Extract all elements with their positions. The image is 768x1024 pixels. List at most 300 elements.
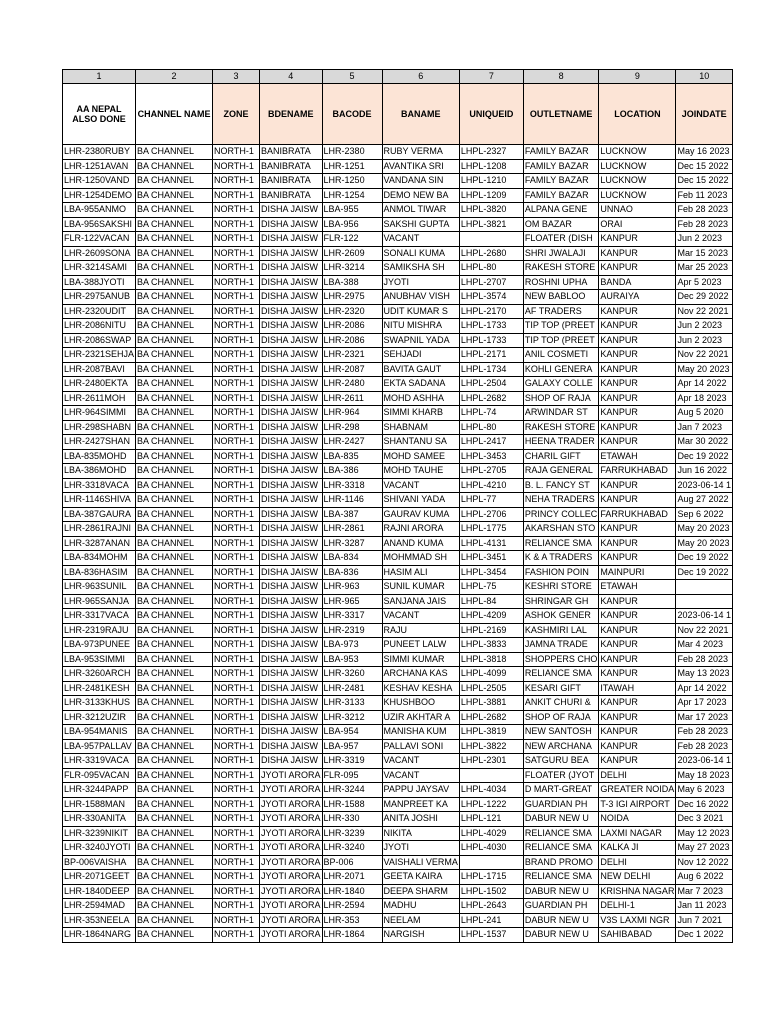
table-cell[interactable]: LHR-330 <box>322 812 382 827</box>
table-cell[interactable]: LHR-1251AVAN <box>63 159 136 174</box>
table-cell[interactable]: LHR-3244PAPP <box>63 783 136 798</box>
table-cell[interactable]: DISHA JAISW <box>260 507 323 522</box>
table-cell[interactable]: NORTH-1 <box>213 768 260 783</box>
table-cell[interactable]: LHR-3240JYOTI <box>63 841 136 856</box>
table-row[interactable] <box>63 841 733 856</box>
table-cell[interactable]: NOIDA <box>599 812 676 827</box>
table-cell[interactable]: LBA-387 <box>322 507 382 522</box>
table-row[interactable] <box>63 174 733 189</box>
table-cell[interactable]: LHPL-4099 <box>459 667 523 682</box>
table-cell[interactable]: LHR-1254DEMO <box>63 188 136 203</box>
table-cell[interactable]: KANPUR <box>599 246 676 261</box>
table-cell[interactable]: BA CHANNEL <box>136 159 213 174</box>
table-cell[interactable]: NORTH-1 <box>213 739 260 754</box>
table-cell[interactable]: KANPUR <box>599 710 676 725</box>
table-cell[interactable]: BA CHANNEL <box>136 870 213 885</box>
table-cell[interactable]: JYOTI ARORA <box>260 884 323 899</box>
table-cell[interactable]: LHPL-4209 <box>459 609 523 624</box>
table-cell[interactable]: LHPL-2417 <box>459 435 523 450</box>
table-cell[interactable]: LHR-965 <box>322 594 382 609</box>
table-cell[interactable]: LHR-2975 <box>322 290 382 305</box>
table-cell[interactable]: LHR-3260ARCH <box>63 667 136 682</box>
table-cell[interactable]: LHR-353NEELA <box>63 913 136 928</box>
table-cell[interactable]: LHR-1146SHIVA <box>63 493 136 508</box>
table-cell[interactable]: NORTH-1 <box>213 377 260 392</box>
table-cell[interactable]: LHPL-4210 <box>459 478 523 493</box>
table-cell[interactable]: KANPUR <box>599 348 676 363</box>
table-cell[interactable]: JAMNA TRADE <box>523 638 599 653</box>
table-cell[interactable]: HEENA TRADER <box>523 435 599 450</box>
table-cell[interactable]: DISHA JAISW <box>260 536 323 551</box>
table-row[interactable] <box>63 913 733 928</box>
table-cell[interactable]: DISHA JAISW <box>260 565 323 580</box>
column-header[interactable]: BACODE <box>322 84 382 145</box>
table-row[interactable] <box>63 739 733 754</box>
table-cell[interactable]: LHR-3317 <box>322 609 382 624</box>
table-cell[interactable]: KANPUR <box>599 522 676 537</box>
table-cell[interactable]: DELHI-1 <box>599 899 676 914</box>
table-cell[interactable]: Aug 6 2022 <box>676 870 733 885</box>
table-cell[interactable]: RAKESH STORE <box>523 420 599 435</box>
table-cell[interactable]: BA CHANNEL <box>136 638 213 653</box>
table-cell[interactable]: BA CHANNEL <box>136 609 213 624</box>
table-cell[interactable]: LBA-953 <box>322 652 382 667</box>
table-cell[interactable]: BA CHANNEL <box>136 319 213 334</box>
table-cell[interactable]: DISHA JAISW <box>260 420 323 435</box>
table-cell[interactable]: NORTH-1 <box>213 812 260 827</box>
table-cell[interactable]: May 12 2023 <box>676 826 733 841</box>
table-cell[interactable]: Feb 28 2023 <box>676 203 733 218</box>
table-cell[interactable]: LUCKNOW <box>599 159 676 174</box>
table-cell[interactable]: NITU MISHRA <box>382 319 459 334</box>
table-cell[interactable]: BA CHANNEL <box>136 507 213 522</box>
table-cell[interactable]: LHR-1864NARG <box>63 928 136 943</box>
table-row[interactable] <box>63 870 733 885</box>
table-cell[interactable]: KANPUR <box>599 377 676 392</box>
table-cell[interactable]: K & A TRADERS <box>523 551 599 566</box>
table-cell[interactable]: DISHA JAISW <box>260 304 323 319</box>
table-cell[interactable]: SHRINGAR GH <box>523 594 599 609</box>
table-cell[interactable]: NIKITA <box>382 826 459 841</box>
table-cell[interactable]: LHR-3244 <box>322 783 382 798</box>
table-row[interactable] <box>63 638 733 653</box>
table-cell[interactable]: VACANT <box>382 768 459 783</box>
table-cell[interactable]: NORTH-1 <box>213 725 260 740</box>
table-cell[interactable]: DISHA JAISW <box>260 435 323 450</box>
table-cell[interactable]: Nov 22 2021 <box>676 623 733 638</box>
table-cell[interactable]: BP-006VAISHA <box>63 855 136 870</box>
column-header[interactable]: UNIQUEID <box>459 84 523 145</box>
table-cell[interactable]: LHR-2594 <box>322 899 382 914</box>
table-cell[interactable]: LHPL-3822 <box>459 739 523 754</box>
table-cell[interactable] <box>676 580 733 595</box>
table-cell[interactable]: NORTH-1 <box>213 275 260 290</box>
table-cell[interactable]: NORTH-1 <box>213 406 260 421</box>
table-cell[interactable]: NARGISH <box>382 928 459 943</box>
table-cell[interactable]: LHPL-1209 <box>459 188 523 203</box>
table-row[interactable] <box>63 362 733 377</box>
table-cell[interactable]: BA CHANNEL <box>136 522 213 537</box>
table-cell[interactable]: LBA-386MOHD <box>63 464 136 479</box>
table-cell[interactable]: BA CHANNEL <box>136 623 213 638</box>
table-cell[interactable]: ROSHNI UPHA <box>523 275 599 290</box>
table-cell[interactable]: Dec 16 2022 <box>676 797 733 812</box>
table-cell[interactable]: BANDA <box>599 275 676 290</box>
table-cell[interactable]: LHR-2480EKTA <box>63 377 136 392</box>
table-cell[interactable]: NEW SANTOSH <box>523 725 599 740</box>
table-cell[interactable]: KASHMIRI LAL <box>523 623 599 638</box>
table-cell[interactable]: KANPUR <box>599 594 676 609</box>
table-cell[interactable]: NORTH-1 <box>213 217 260 232</box>
table-cell[interactable]: FARRUKHABAD <box>599 464 676 479</box>
table-cell[interactable]: Mar 7 2023 <box>676 884 733 899</box>
table-cell[interactable]: LHR-2320 <box>322 304 382 319</box>
table-cell[interactable]: JYOTI ARORA <box>260 768 323 783</box>
table-cell[interactable]: Dec 19 2022 <box>676 551 733 566</box>
table-cell[interactable]: NORTH-1 <box>213 855 260 870</box>
table-cell[interactable]: BA CHANNEL <box>136 203 213 218</box>
table-cell[interactable]: BA CHANNEL <box>136 580 213 595</box>
table-cell[interactable]: Sep 6 2022 <box>676 507 733 522</box>
table-cell[interactable]: Feb 11 2023 <box>676 188 733 203</box>
table-cell[interactable]: BA CHANNEL <box>136 739 213 754</box>
table-cell[interactable]: NORTH-1 <box>213 449 260 464</box>
table-cell[interactable]: LHPL-2707 <box>459 275 523 290</box>
table-cell[interactable]: SHIVANI YADA <box>382 493 459 508</box>
table-cell[interactable]: NORTH-1 <box>213 580 260 595</box>
table-cell[interactable]: RAJU <box>382 623 459 638</box>
table-cell[interactable]: SHOP OF RAJA <box>523 710 599 725</box>
table-cell[interactable]: DISHA JAISW <box>260 377 323 392</box>
table-cell[interactable]: BA CHANNEL <box>136 855 213 870</box>
table-row[interactable] <box>63 551 733 566</box>
table-cell[interactable]: SONALI KUMA <box>382 246 459 261</box>
table-cell[interactable]: NORTH-1 <box>213 333 260 348</box>
table-cell[interactable]: SHANTANU SA <box>382 435 459 450</box>
table-cell[interactable]: SUNIL KUMAR <box>382 580 459 595</box>
table-cell[interactable]: SAKSHI GUPTA <box>382 217 459 232</box>
table-cell[interactable]: LHR-2319 <box>322 623 382 638</box>
table-cell[interactable]: LHPL-4131 <box>459 536 523 551</box>
table-cell[interactable]: KANPUR <box>599 536 676 551</box>
table-cell[interactable]: LBA-956 <box>322 217 382 232</box>
table-cell[interactable]: NORTH-1 <box>213 884 260 899</box>
table-cell[interactable]: BANIBRATA <box>260 159 323 174</box>
table-cell[interactable] <box>459 855 523 870</box>
table-cell[interactable]: BA CHANNEL <box>136 899 213 914</box>
table-cell[interactable]: KANPUR <box>599 739 676 754</box>
table-cell[interactable]: ANIL COSMETI <box>523 348 599 363</box>
table-cell[interactable]: Jun 7 2021 <box>676 913 733 928</box>
table-cell[interactable]: LHR-1254 <box>322 188 382 203</box>
table-cell[interactable]: Dec 15 2022 <box>676 159 733 174</box>
table-cell[interactable]: LHR-2611 <box>322 391 382 406</box>
table-cell[interactable]: LHPL-2505 <box>459 681 523 696</box>
table-cell[interactable]: May 6 2023 <box>676 783 733 798</box>
table-cell[interactable]: KANPUR <box>599 478 676 493</box>
table-cell[interactable]: NORTH-1 <box>213 435 260 450</box>
table-cell[interactable]: GAURAV KUMA <box>382 507 459 522</box>
column-header[interactable]: ZONE <box>213 84 260 145</box>
table-cell[interactable]: LHPL-2706 <box>459 507 523 522</box>
table-cell[interactable]: NORTH-1 <box>213 159 260 174</box>
table-cell[interactable]: NORTH-1 <box>213 188 260 203</box>
table-cell[interactable]: JYOTI ARORA <box>260 826 323 841</box>
table-cell[interactable]: LHPL-80 <box>459 420 523 435</box>
table-cell[interactable]: T-3 IGI AIRPORT <box>599 797 676 812</box>
table-cell[interactable]: ANITA JOSHI <box>382 812 459 827</box>
table-row[interactable] <box>63 899 733 914</box>
table-cell[interactable]: KANPUR <box>599 391 676 406</box>
table-cell[interactable]: BA CHANNEL <box>136 725 213 740</box>
table-cell[interactable]: DISHA JAISW <box>260 261 323 276</box>
table-cell[interactable]: NORTH-1 <box>213 696 260 711</box>
table-cell[interactable]: LBA-973PUNEE <box>63 638 136 653</box>
table-cell[interactable]: NORTH-1 <box>213 609 260 624</box>
table-cell[interactable]: BP-006 <box>322 855 382 870</box>
table-cell[interactable]: BA CHANNEL <box>136 406 213 421</box>
table-cell[interactable]: NORTH-1 <box>213 145 260 160</box>
table-cell[interactable]: KANPUR <box>599 493 676 508</box>
table-row[interactable] <box>63 246 733 261</box>
table-cell[interactable]: DISHA JAISW <box>260 551 323 566</box>
table-cell[interactable]: NEW ARCHANA <box>523 739 599 754</box>
table-cell[interactable]: BA CHANNEL <box>136 145 213 160</box>
table-row[interactable] <box>63 565 733 580</box>
table-cell[interactable]: SEHJADI <box>382 348 459 363</box>
table-cell[interactable]: BANIBRATA <box>260 188 323 203</box>
table-cell[interactable]: MOHD ASHHA <box>382 391 459 406</box>
table-cell[interactable]: LBA-954 <box>322 725 382 740</box>
table-cell[interactable]: DISHA JAISW <box>260 754 323 769</box>
table-cell[interactable]: AURAIYA <box>599 290 676 305</box>
table-cell[interactable]: JYOTI <box>382 841 459 856</box>
table-cell[interactable] <box>676 594 733 609</box>
table-cell[interactable]: LHR-3318VACA <box>63 478 136 493</box>
table-cell[interactable]: Apr 5 2023 <box>676 275 733 290</box>
table-cell[interactable]: MAINPURI <box>599 565 676 580</box>
table-cell[interactable]: DISHA JAISW <box>260 362 323 377</box>
table-cell[interactable]: KESHAV KESHA <box>382 681 459 696</box>
table-row[interactable] <box>63 464 733 479</box>
table-cell[interactable]: VAISHALI VERMA <box>382 855 459 870</box>
table-cell[interactable]: LBA-956SAKSHI <box>63 217 136 232</box>
column-header[interactable]: JOINDATE <box>676 84 733 145</box>
table-cell[interactable]: DELHI <box>599 855 676 870</box>
table-cell[interactable]: Nov 22 2021 <box>676 304 733 319</box>
table-cell[interactable]: DISHA JAISW <box>260 391 323 406</box>
table-cell[interactable]: BA CHANNEL <box>136 696 213 711</box>
table-cell[interactable]: LHPL-4029 <box>459 826 523 841</box>
table-cell[interactable]: LHPL-121 <box>459 812 523 827</box>
table-cell[interactable]: DISHA JAISW <box>260 580 323 595</box>
table-cell[interactable]: DISHA JAISW <box>260 406 323 421</box>
table-cell[interactable]: Dec 19 2022 <box>676 449 733 464</box>
table-cell[interactable]: DISHA JAISW <box>260 609 323 624</box>
table-cell[interactable]: LHR-2427SHAN <box>63 435 136 450</box>
table-cell[interactable]: FLOATER (JYOT <box>523 768 599 783</box>
table-cell[interactable]: BA CHANNEL <box>136 362 213 377</box>
table-cell[interactable]: LHR-353 <box>322 913 382 928</box>
table-cell[interactable]: KANPUR <box>599 609 676 624</box>
table-cell[interactable]: LHR-3287ANAN <box>63 536 136 551</box>
table-row[interactable] <box>63 449 733 464</box>
table-cell[interactable]: GALAXY COLLE <box>523 377 599 392</box>
table-cell[interactable]: LBA-834 <box>322 551 382 566</box>
table-cell[interactable]: May 13 2023 <box>676 667 733 682</box>
table-cell[interactable]: DELHI <box>599 768 676 783</box>
table-cell[interactable]: LHR-2481 <box>322 681 382 696</box>
table-cell[interactable]: DISHA JAISW <box>260 696 323 711</box>
table-cell[interactable]: LBA-388 <box>322 275 382 290</box>
table-row[interactable] <box>63 478 733 493</box>
table-cell[interactable]: KANPUR <box>599 652 676 667</box>
table-cell[interactable]: LHPL-2705 <box>459 464 523 479</box>
table-row[interactable] <box>63 420 733 435</box>
table-cell[interactable]: NORTH-1 <box>213 710 260 725</box>
table-cell[interactable]: Dec 15 2022 <box>676 174 733 189</box>
table-cell[interactable]: BA CHANNEL <box>136 246 213 261</box>
table-row[interactable] <box>63 145 733 160</box>
table-cell[interactable]: JYOTI ARORA <box>260 870 323 885</box>
table-cell[interactable]: LHPL-3453 <box>459 449 523 464</box>
table-cell[interactable]: JYOTI ARORA <box>260 899 323 914</box>
table-cell[interactable]: May 18 2023 <box>676 768 733 783</box>
table-cell[interactable]: NEW BABLOO <box>523 290 599 305</box>
table-cell[interactable]: LHPL-1733 <box>459 333 523 348</box>
table-cell[interactable]: LBA-957 <box>322 739 382 754</box>
table-cell[interactable]: BA CHANNEL <box>136 652 213 667</box>
table-cell[interactable]: NORTH-1 <box>213 348 260 363</box>
table-cell[interactable]: LHPL-2327 <box>459 145 523 160</box>
table-cell[interactable]: LHPL-2170 <box>459 304 523 319</box>
table-cell[interactable]: LHR-3133 <box>322 696 382 711</box>
table-cell[interactable]: MOHMMAD SH <box>382 551 459 566</box>
table-cell[interactable]: LHR-3212 <box>322 710 382 725</box>
table-row[interactable] <box>63 623 733 638</box>
table-cell[interactable]: LHR-2086 <box>322 333 382 348</box>
table-row[interactable] <box>63 652 733 667</box>
table-cell[interactable]: BA CHANNEL <box>136 493 213 508</box>
table-cell[interactable]: DISHA JAISW <box>260 203 323 218</box>
column-header[interactable]: BDENAME <box>260 84 323 145</box>
table-cell[interactable]: LHPL-1210 <box>459 174 523 189</box>
table-cell[interactable]: LBA-957PALLAV <box>63 739 136 754</box>
table-cell[interactable]: NORTH-1 <box>213 507 260 522</box>
table-cell[interactable]: LHPL-1733 <box>459 319 523 334</box>
table-cell[interactable]: VACANT <box>382 232 459 247</box>
table-cell[interactable]: NORTH-1 <box>213 797 260 812</box>
table-cell[interactable]: SIMMI KUMAR <box>382 652 459 667</box>
table-cell[interactable]: LHPL-77 <box>459 493 523 508</box>
table-cell[interactable]: ANKIT CHURI & <box>523 696 599 711</box>
table-row[interactable] <box>63 696 733 711</box>
table-cell[interactable]: BANIBRATA <box>260 174 323 189</box>
table-cell[interactable]: LHR-2861RAJNI <box>63 522 136 537</box>
table-cell[interactable]: ANAND KUMA <box>382 536 459 551</box>
table-cell[interactable]: JYOTI ARORA <box>260 812 323 827</box>
table-cell[interactable]: BA CHANNEL <box>136 841 213 856</box>
table-cell[interactable]: SAHIBABAD <box>599 928 676 943</box>
table-cell[interactable]: RAKESH STORE <box>523 261 599 276</box>
table-cell[interactable]: LHPL-1775 <box>459 522 523 537</box>
table-cell[interactable]: MOHD SAMEE <box>382 449 459 464</box>
table-cell[interactable]: LHR-298SHABN <box>63 420 136 435</box>
table-cell[interactable]: BA CHANNEL <box>136 275 213 290</box>
table-cell[interactable]: LHPL-74 <box>459 406 523 421</box>
table-cell[interactable]: JYOTI ARORA <box>260 841 323 856</box>
table-cell[interactable]: Nov 22 2021 <box>676 348 733 363</box>
table-cell[interactable]: KANPUR <box>599 667 676 682</box>
table-cell[interactable]: LHR-1588 <box>322 797 382 812</box>
table-row[interactable] <box>63 159 733 174</box>
table-cell[interactable]: KHUSHBOO <box>382 696 459 711</box>
table-cell[interactable]: DABUR NEW U <box>523 884 599 899</box>
table-cell[interactable]: Dec 19 2022 <box>676 565 733 580</box>
column-header[interactable]: OUTLETNAME <box>523 84 599 145</box>
table-cell[interactable]: NORTH-1 <box>213 841 260 856</box>
table-cell[interactable]: NORTH-1 <box>213 565 260 580</box>
table-cell[interactable]: EKTA SADANA <box>382 377 459 392</box>
table-cell[interactable]: KANPUR <box>599 420 676 435</box>
table-cell[interactable]: BA CHANNEL <box>136 478 213 493</box>
table-cell[interactable]: KANPUR <box>599 623 676 638</box>
table-cell[interactable]: NORTH-1 <box>213 319 260 334</box>
table-cell[interactable]: BA CHANNEL <box>136 565 213 580</box>
table-cell[interactable]: ITAWAH <box>599 681 676 696</box>
table-cell[interactable]: DISHA JAISW <box>260 449 323 464</box>
table-cell[interactable]: Mar 4 2023 <box>676 638 733 653</box>
table-row[interactable] <box>63 232 733 247</box>
table-row[interactable] <box>63 681 733 696</box>
table-cell[interactable]: SHABNAM <box>382 420 459 435</box>
table-cell[interactable]: LHPL-75 <box>459 580 523 595</box>
table-cell[interactable]: PUNEET LALW <box>382 638 459 653</box>
column-header[interactable]: LOCATION <box>599 84 676 145</box>
table-cell[interactable]: UNNAO <box>599 203 676 218</box>
table-row[interactable] <box>63 217 733 232</box>
table-cell[interactable]: LBA-955 <box>322 203 382 218</box>
table-cell[interactable]: KANPUR <box>599 754 676 769</box>
table-row[interactable] <box>63 710 733 725</box>
table-cell[interactable]: NORTH-1 <box>213 594 260 609</box>
table-cell[interactable]: SWAPNIL YADA <box>382 333 459 348</box>
table-cell[interactable]: 2023-06-14 1 <box>676 478 733 493</box>
table-cell[interactable]: KANPUR <box>599 261 676 276</box>
table-cell[interactable]: BRAND PROMO <box>523 855 599 870</box>
table-cell[interactable]: LHR-1250 <box>322 174 382 189</box>
table-cell[interactable]: RELIANCE SMA <box>523 667 599 682</box>
table-cell[interactable] <box>459 768 523 783</box>
table-cell[interactable]: BA CHANNEL <box>136 754 213 769</box>
table-row[interactable] <box>63 884 733 899</box>
table-cell[interactable]: RAJNI ARORA <box>382 522 459 537</box>
table-cell[interactable]: LHPL-1734 <box>459 362 523 377</box>
table-cell[interactable]: Apr 14 2022 <box>676 681 733 696</box>
table-cell[interactable]: LHR-1251 <box>322 159 382 174</box>
table-cell[interactable]: DISHA JAISW <box>260 638 323 653</box>
table-cell[interactable]: DISHA JAISW <box>260 464 323 479</box>
table-cell[interactable]: CHARIL GIFT <box>523 449 599 464</box>
table-cell[interactable]: LHR-3318 <box>322 478 382 493</box>
table-cell[interactable]: Mar 25 2023 <box>676 261 733 276</box>
table-cell[interactable]: NORTH-1 <box>213 391 260 406</box>
table-cell[interactable]: May 27 2023 <box>676 841 733 856</box>
table-cell[interactable]: NORTH-1 <box>213 232 260 247</box>
table-cell[interactable]: LHPL-2301 <box>459 754 523 769</box>
table-row[interactable] <box>63 304 733 319</box>
table-cell[interactable]: KRISHNA NAGAR <box>599 884 676 899</box>
